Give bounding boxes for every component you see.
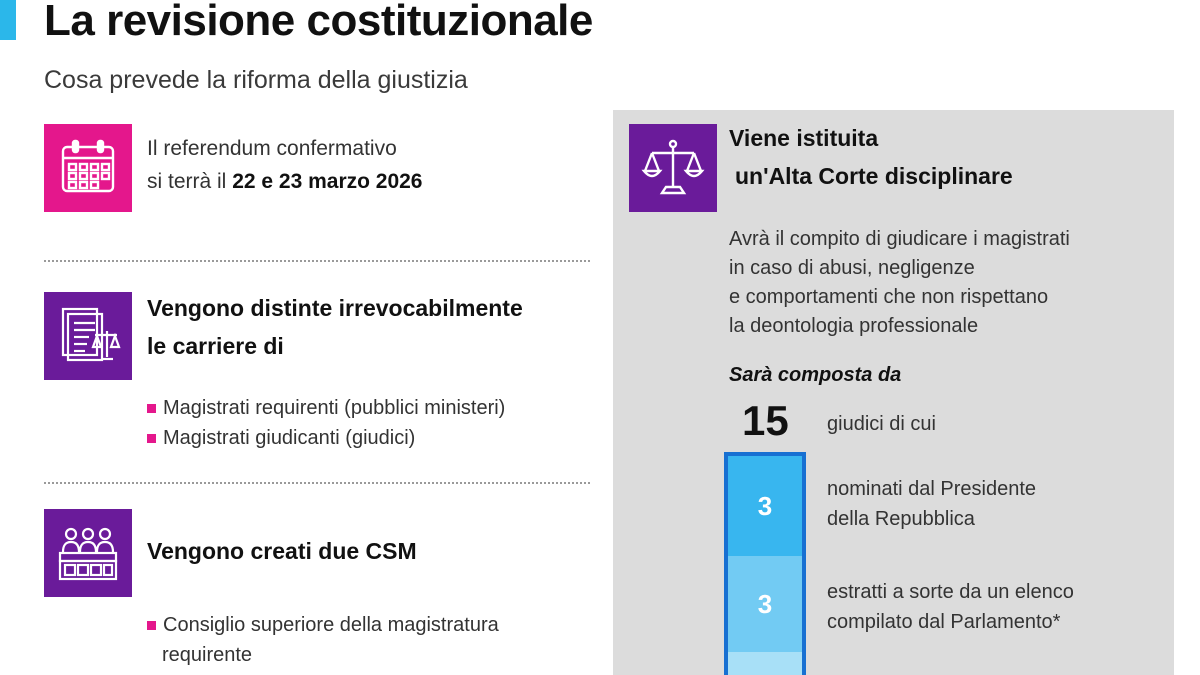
list-item-text: Magistrati requirenti (pubblici ministeri) <box>163 397 506 419</box>
bullet-square <box>147 404 156 413</box>
group-label-line1: nominati dal Presidente <box>827 478 1037 500</box>
scales-icon <box>629 124 717 212</box>
composition-label: Sarà composta da <box>729 364 902 386</box>
group-label-line2: della Repubblica <box>827 508 975 530</box>
group-label-line2: compilato dal Parlamento* <box>827 611 1061 633</box>
judges-segment-count: 3 <box>728 456 802 556</box>
group-label-line1: estratti a sorte da un elenco <box>827 581 1074 603</box>
divider <box>44 260 590 262</box>
calendar-icon <box>44 124 132 212</box>
judges-segment <box>728 652 802 675</box>
referendum-line2 <box>147 170 423 194</box>
list-item-text: Consiglio superiore della magistratura <box>163 614 499 636</box>
carriere-heading-line1: Vengono distinte irrevocabilmente <box>147 295 523 321</box>
council-icon <box>44 509 132 597</box>
referendum-date: 22 e 23 marzo 2026 <box>232 170 423 193</box>
legal-document-icon <box>44 292 132 380</box>
alta-corte-heading-line2: un'Alta Corte disciplinare <box>735 163 1013 189</box>
carriere-heading-line2: le carriere di <box>147 333 284 359</box>
judges-segment-count: 3 <box>728 556 802 652</box>
page-title: La revisione costituzionale <box>44 0 593 45</box>
page-subtitle: Cosa prevede la riforma della giustizia <box>44 66 468 94</box>
referendum-line1: Il referendum confermativo <box>147 137 397 160</box>
list-item <box>147 397 505 420</box>
total-judges-label: giudici di cui <box>827 413 936 435</box>
referendum-line2-prefix: si terrà il <box>147 170 233 193</box>
alta-corte-desc-line: e comportamenti che non rispettano <box>729 286 1049 308</box>
alta-corte-heading-line1: Viene istituita <box>729 125 879 151</box>
list-item-text: Magistrati giudicanti (giudici) <box>163 427 416 449</box>
bullet-square <box>147 434 156 443</box>
list-item-text-continued: requirente <box>162 644 253 666</box>
alta-corte-desc-line: in caso di abusi, negligenze <box>729 257 975 279</box>
list-item <box>147 614 499 637</box>
total-judges-number: 15 <box>742 397 789 444</box>
bullet-square <box>147 621 156 630</box>
title-accent-bar <box>0 0 16 40</box>
csm-heading: Vengono creati due CSM <box>147 538 417 564</box>
alta-corte-desc-line: la deontologia professionale <box>729 315 979 337</box>
alta-corte-desc-line: Avrà il compito di giudicare i magistrati <box>729 228 1070 250</box>
divider <box>44 482 590 484</box>
list-item <box>147 427 415 450</box>
